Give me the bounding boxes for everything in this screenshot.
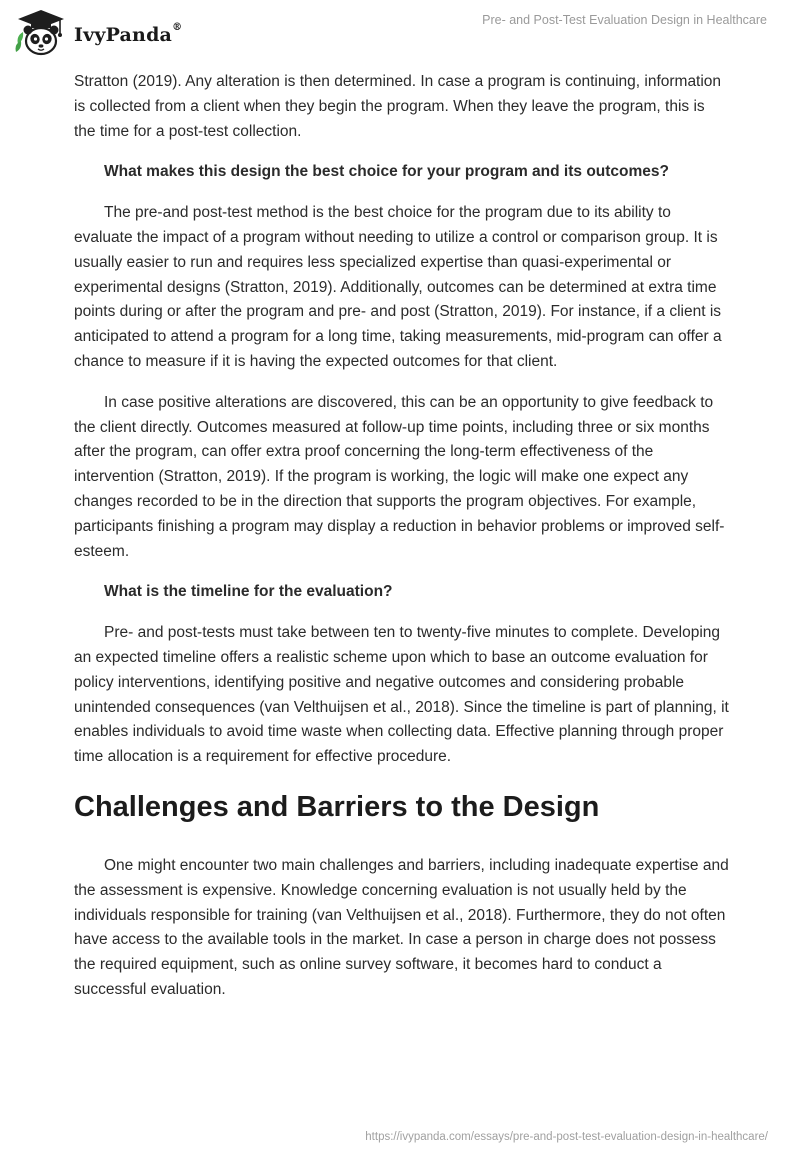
logo-link[interactable] [14, 8, 182, 58]
question-heading: What makes this design the best choice for your program and its outcomes? [104, 163, 669, 181]
source-url[interactable]: https://ivypanda.com/essays/pre-and-post-test-evaluation-design-in-healthcare/ [365, 1131, 768, 1143]
essay-content [74, 70, 730, 1019]
panda-graduate-logo-icon [14, 8, 68, 58]
paragraph: Stratton (2019). Any alteration is then determined. In case a program is continuing, information is collected from a client when they begin the program. When they leave the program, this is the time for a post-test collection. [74, 73, 722, 140]
document-title: Pre- and Post-Test Evaluation Design in Healthcare [482, 13, 767, 27]
paragraph: Pre- and post-tests must take between ten to twenty-five minutes to complete. Developing an expected timeline offers a realistic scheme upon which to base an outcome evaluation for policy interventions, identifying positive and negative outcomes and considering probable unintended consequences (van Velthuijsen et al., 2018). Since the timeline is part of planning, it enables individuals to avoid time waste when collecting data. Effective planning through proper time allocation is a requirement for effective procedure. [74, 624, 729, 766]
brand-name [74, 24, 182, 46]
paragraph: One might encounter two main challenges and barriers, including inadequate expertise and the assessment is expensive. Knowledge concerning evaluation is not usually held by the individuals responsible for training (van Velthuijsen et al., 2018). Furthermore, they do not often have access to the available tools in the market. In case a person in charge does not possess the required equipment, such as online survey software, it becomes hard to conduct a successful evaluation. [74, 856, 729, 998]
paragraph: In case positive alterations are discovered, this can be an opportunity to give feedback to the client directly. Outcomes measured at follow-up time points, including three or six months after the program, can offer extra proof concerning the long-term effectiveness of the intervention (Stratton, 2019). If the program is working, the logic will make one expect any changes recorded to be in the direction that supports the program objectives. For example, participants finishing a program may display a reduction in behavior problems or improved self-esteem. [74, 393, 725, 560]
brand-text: IvyPanda [74, 24, 173, 46]
question-heading: What is the timeline for the evaluation? [104, 583, 393, 601]
registered-mark: ® [172, 22, 183, 33]
page-header [0, 0, 800, 70]
section-heading: Challenges and Barriers to the Design [74, 790, 600, 823]
paragraph: The pre-and post-test method is the best choice for the program due to its ability to evaluate the impact of a program without needing to utilize a control or comparison group. It is usually easier to run and requires less specialized expertise than quasi-experimental or experimental designs (Stratton, 2019). Additionally, outcomes can be determined at extra time points during or after the program and pre- and post (Stratton, 2019). For instance, if a client is anticipated to attend a program for a long time, taking measurements, mid-program can offer a chance to measure if it is having the expected outcomes for that client. [74, 204, 722, 370]
